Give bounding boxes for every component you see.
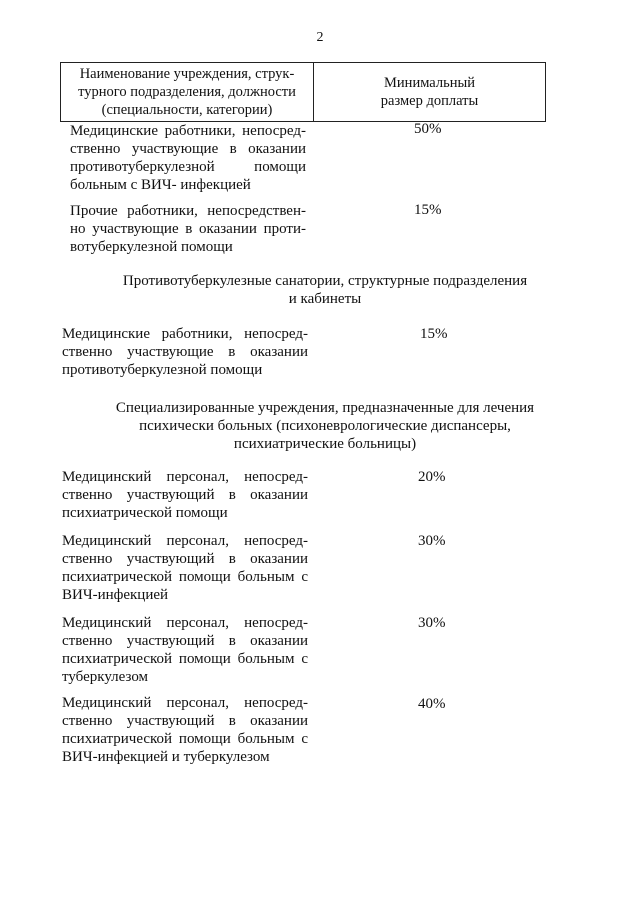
table-row (62, 325, 308, 379)
table-row (62, 614, 308, 686)
header-institution-line: (специальности, категории) (101, 102, 273, 118)
header-cell-institution (61, 63, 314, 121)
row-value: 30% (418, 533, 446, 549)
row-line: ственно участвующие в оказании (70, 141, 306, 157)
row-line: ВИЧ-инфекцией (62, 587, 169, 603)
header-institution-line: турного подразделения, должности (78, 84, 296, 100)
row-value: 40% (418, 696, 446, 712)
row-line: противотуберкулезной помощи (62, 362, 263, 378)
page-number: 2 (316, 30, 324, 45)
row-value: 30% (418, 615, 446, 631)
row-line: но участвующие в оказании проти- (70, 221, 306, 237)
header-payment-line: Минимальный (384, 75, 475, 91)
row-line: психиатрической помощи больным с (62, 651, 308, 667)
table-row (62, 532, 308, 604)
row-description (62, 694, 308, 766)
section-heading-sanatoria (60, 272, 590, 308)
row-description (62, 325, 308, 379)
row-line: ВИЧ-инфекцией и туберкулезом (62, 749, 270, 765)
row-line: психиатрической помощи больным с (62, 731, 308, 747)
row-line: ственно участвующий в оказании (62, 551, 308, 567)
row-line: больным с ВИЧ- инфекцией (70, 177, 251, 193)
row-line: Медицинские работники, непосред- (62, 326, 308, 342)
row-description (62, 468, 308, 522)
heading-line: психиатрические больницы) (233, 436, 417, 452)
row-line: психиатрической помощи (62, 505, 228, 521)
row-description (70, 122, 306, 194)
heading-line: психически больных (психоневрологические диспансеры, (139, 418, 511, 434)
heading-line: Противотуберкулезные санатории, структурные подразделения (122, 273, 528, 289)
heading-line: и кабинеты (288, 291, 362, 307)
row-line: ственно участвующий в оказании (62, 713, 308, 729)
row-line: Медицинские работники, непосред- (70, 123, 306, 139)
row-line: Медицинский персонал, непосред- (62, 533, 308, 549)
table-header (60, 62, 546, 122)
row-description (70, 202, 306, 256)
row-line: ственно участвующий в оказании (62, 633, 308, 649)
row-line: психиатрической помощи больным с (62, 569, 308, 585)
header-cell-min-payment (314, 63, 545, 121)
heading-line: Специализированные учреждения, предназначенные для лечения (115, 400, 535, 416)
row-description (62, 532, 308, 604)
row-line: туберкулезом (62, 669, 149, 685)
table-row (70, 202, 306, 256)
row-line: Прочие работники, непосредствен- (70, 203, 306, 219)
row-line: противотуберкулезной помощи (70, 159, 306, 175)
header-institution-line: Наименование учреждения, струк- (79, 66, 295, 82)
row-line: Медицинский персонал, непосред- (62, 469, 308, 485)
row-value: 20% (418, 469, 446, 485)
row-line: ственно участвующие в оказании (62, 344, 308, 360)
row-line: Медицинский персонал, непосред- (62, 695, 308, 711)
table-row (70, 122, 306, 194)
section-heading-psychiatric (60, 399, 590, 453)
row-value: 50% (414, 121, 442, 137)
table-row (62, 694, 308, 766)
header-payment-line: размер доплаты (380, 93, 479, 109)
row-line: Медицинский персонал, непосред- (62, 615, 308, 631)
row-line: вотуберкулезной помощи (70, 239, 233, 255)
row-line: ственно участвующий в оказании (62, 487, 308, 503)
row-value: 15% (414, 202, 442, 218)
table-row (62, 468, 308, 522)
row-description (62, 614, 308, 686)
row-value: 15% (420, 326, 448, 342)
